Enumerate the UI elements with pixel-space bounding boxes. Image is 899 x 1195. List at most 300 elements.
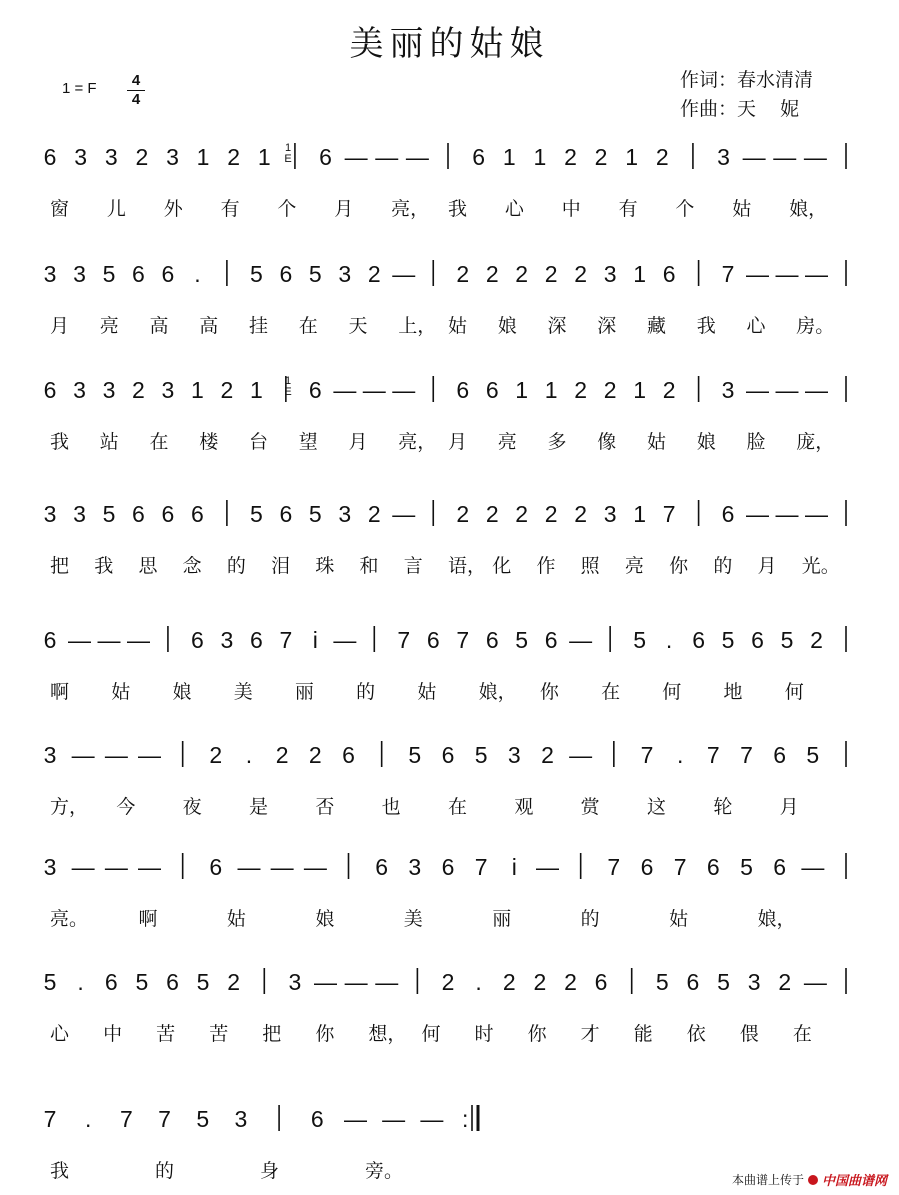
dash-extension: — bbox=[746, 261, 770, 287]
note: . bbox=[475, 969, 482, 995]
lyric-syllable: 月 bbox=[334, 198, 354, 220]
lyric-syllable: 月 bbox=[50, 315, 70, 337]
note: 2 bbox=[515, 501, 529, 527]
note: 6 bbox=[426, 627, 440, 653]
dash-extension: — bbox=[420, 1106, 444, 1132]
note: 3 bbox=[43, 261, 57, 287]
lyric-syllable: 何 bbox=[421, 1023, 441, 1045]
note: 5 bbox=[408, 742, 422, 768]
lyric-syllable: 月 bbox=[448, 431, 468, 453]
note: 3 bbox=[338, 501, 352, 527]
note: 2 bbox=[810, 627, 823, 653]
note: 6 bbox=[191, 501, 204, 527]
lyric-syllable: 丽 bbox=[492, 908, 512, 930]
dash-extension: — bbox=[742, 144, 766, 170]
lyric-syllable: 方， bbox=[50, 796, 89, 818]
lyric-syllable: 亮， bbox=[398, 431, 437, 453]
dash-extension: — bbox=[362, 377, 386, 403]
lyric-syllable: 的 bbox=[226, 555, 246, 577]
dash-extension: — bbox=[805, 501, 829, 527]
lyric-syllable: 的 bbox=[356, 681, 376, 703]
note: 3 bbox=[73, 261, 86, 287]
note: 3 bbox=[717, 144, 730, 170]
lyric-syllable: 天 bbox=[348, 315, 368, 337]
note: 7 bbox=[740, 742, 753, 768]
note: 6 bbox=[640, 854, 654, 880]
lyric-syllable: 窗 bbox=[50, 198, 70, 220]
dash-extension: — bbox=[536, 854, 559, 880]
dash-extension: — bbox=[775, 377, 799, 403]
note: 7 bbox=[673, 854, 687, 880]
note: 7 bbox=[158, 1106, 171, 1132]
dash-extension: — bbox=[803, 144, 827, 170]
lyric-syllable: 高 bbox=[199, 315, 219, 337]
note: 7 bbox=[279, 627, 293, 653]
note: 6 bbox=[342, 742, 355, 768]
lyric-syllable: 月 bbox=[757, 555, 777, 577]
note: 5 bbox=[308, 501, 322, 527]
note: 5 bbox=[780, 627, 794, 653]
dash-extension: — bbox=[67, 627, 91, 653]
lyric-syllable: 化 bbox=[492, 555, 512, 577]
dash-extension: — bbox=[392, 261, 416, 287]
lyric-syllable: 月 bbox=[779, 796, 799, 818]
note: 3 bbox=[408, 854, 422, 880]
note: 5 bbox=[655, 969, 669, 995]
lyric-syllable: 也 bbox=[381, 796, 401, 818]
lyric-syllable: 语， bbox=[448, 555, 487, 577]
note: . bbox=[245, 742, 253, 768]
lyric-syllable: 亮 bbox=[99, 315, 119, 337]
note: 3 bbox=[721, 377, 735, 403]
lyric-syllable: 观 bbox=[514, 796, 534, 818]
note: 6 bbox=[456, 377, 470, 403]
lyric-syllable: 庞， bbox=[796, 431, 835, 453]
note: 6 bbox=[686, 969, 700, 995]
note: 7 bbox=[474, 854, 488, 880]
note: 3 bbox=[603, 261, 617, 287]
note: 2 bbox=[564, 144, 577, 170]
note: 2 bbox=[227, 969, 241, 995]
meter-change-top: 1 bbox=[284, 142, 292, 154]
lyric-syllable: 轮 bbox=[713, 796, 733, 818]
note: 2 bbox=[227, 144, 241, 170]
meter-change-bottom: E bbox=[284, 153, 292, 165]
lyric-syllable: 地 bbox=[723, 681, 743, 703]
lyric-syllable: 美 bbox=[233, 681, 253, 703]
note: 3 bbox=[747, 969, 761, 995]
note: 3 bbox=[43, 742, 57, 768]
note: 2 bbox=[367, 261, 381, 287]
lyric-syllable: 深 bbox=[547, 315, 567, 337]
note: 2 bbox=[456, 261, 470, 287]
lyric-syllable: 姑 bbox=[226, 908, 246, 930]
note: 6 bbox=[751, 627, 764, 653]
dash-extension: — bbox=[270, 854, 294, 880]
note: 6 bbox=[485, 377, 499, 403]
dash-extension: — bbox=[805, 261, 829, 287]
note: 6 bbox=[773, 742, 787, 768]
note: 5 bbox=[249, 501, 263, 527]
dash-extension: — bbox=[746, 501, 770, 527]
lyric-syllable: 你 bbox=[527, 1023, 547, 1045]
lyric-syllable: 我 bbox=[94, 555, 114, 577]
lyric-syllable: 的 bbox=[713, 555, 733, 577]
lyricist-credit: 作词：春水清清 bbox=[680, 69, 814, 91]
note: 6 bbox=[279, 501, 293, 527]
lyric-syllable: 你 bbox=[539, 681, 559, 703]
lyric-syllable: 美 bbox=[403, 908, 423, 930]
note: 2 bbox=[541, 742, 554, 768]
note: 1 bbox=[502, 144, 516, 170]
note: 2 bbox=[441, 969, 455, 995]
note: 2 bbox=[544, 261, 558, 287]
repeat-sign: : bbox=[462, 1106, 469, 1132]
dash-extension: — bbox=[392, 377, 416, 403]
note: 1 bbox=[633, 501, 647, 527]
note: 6 bbox=[485, 627, 499, 653]
lyric-syllable: 作 bbox=[536, 555, 556, 577]
uploaded-to-label: 本曲谱上传于 bbox=[731, 1173, 804, 1187]
lyric-syllable: 今 bbox=[116, 796, 136, 818]
dash-extension: — bbox=[333, 627, 357, 653]
note: 6 bbox=[132, 501, 145, 527]
lyric-syllable: 中 bbox=[561, 198, 581, 220]
dash-extension: — bbox=[405, 144, 429, 170]
lyric-syllable: 心 bbox=[504, 198, 524, 220]
note: 2 bbox=[574, 377, 588, 403]
lyric-syllable: 心 bbox=[50, 1023, 70, 1045]
lyric-syllable: 姑 bbox=[669, 908, 689, 930]
note: 6 bbox=[161, 501, 175, 527]
note: 6 bbox=[319, 144, 332, 170]
lyric-syllable: 能 bbox=[633, 1023, 653, 1045]
note: 6 bbox=[544, 627, 558, 653]
note: 6 bbox=[43, 377, 57, 403]
note: . bbox=[194, 261, 201, 287]
lyric-syllable: 才 bbox=[580, 1023, 600, 1045]
note: 1 bbox=[625, 144, 639, 170]
note: 2 bbox=[515, 261, 529, 287]
dash-extension: — bbox=[71, 854, 95, 880]
lyric-syllable: 多 bbox=[547, 431, 567, 453]
note: 6 bbox=[308, 377, 322, 403]
note: 6 bbox=[209, 854, 223, 880]
lyric-syllable: 啊 bbox=[138, 908, 158, 930]
lyric-syllable: 亮， bbox=[391, 198, 430, 220]
lyric-syllable: 中 bbox=[103, 1023, 123, 1045]
meter-change-bottom: E bbox=[284, 386, 292, 398]
lyric-syllable: 外 bbox=[163, 198, 183, 220]
note: 7 bbox=[640, 742, 654, 768]
note: 5 bbox=[474, 742, 488, 768]
lyric-syllable: 在 bbox=[149, 431, 169, 453]
note: 3 bbox=[73, 377, 86, 403]
lyric-syllable: 月 bbox=[348, 431, 368, 453]
note: 6 bbox=[279, 261, 293, 287]
dash-extension: — bbox=[775, 501, 799, 527]
dash-extension: — bbox=[805, 377, 829, 403]
lyric-syllable: 娘 bbox=[315, 908, 335, 930]
site-name: 中国曲谱网 bbox=[821, 1174, 887, 1189]
lyric-syllable: 藏 bbox=[647, 315, 667, 337]
note: 5 bbox=[515, 627, 529, 653]
note: 1 bbox=[257, 144, 271, 170]
time-signature-bottom: 4 bbox=[131, 91, 141, 108]
note: 6 bbox=[441, 742, 455, 768]
lyric-syllable: 高 bbox=[149, 315, 169, 337]
lyric-syllable: 姑 bbox=[417, 681, 437, 703]
lyric-syllable: 身 bbox=[260, 1160, 280, 1182]
note: 1 bbox=[249, 377, 263, 403]
note: 3 bbox=[104, 144, 118, 170]
note: 2 bbox=[564, 969, 577, 995]
lyric-syllable: 在 bbox=[792, 1023, 812, 1045]
note: 3 bbox=[161, 377, 175, 403]
lyric-syllable: 珠 bbox=[315, 555, 335, 577]
note: 6 bbox=[662, 261, 676, 287]
note: . bbox=[676, 742, 684, 768]
dash-extension: — bbox=[569, 627, 593, 653]
note: 3 bbox=[234, 1106, 248, 1132]
lyric-syllable: 是 bbox=[249, 796, 269, 818]
lyric-syllable: 夜 bbox=[182, 796, 202, 818]
note: 6 bbox=[594, 969, 608, 995]
lyric-syllable: 你 bbox=[315, 1023, 335, 1045]
lyric-syllable: 想， bbox=[368, 1023, 407, 1045]
note: 5 bbox=[721, 627, 735, 653]
lyric-syllable: 楼 bbox=[199, 431, 219, 453]
dash-extension: — bbox=[237, 854, 261, 880]
lyric-syllable: 光。 bbox=[801, 555, 840, 577]
dash-extension: — bbox=[138, 742, 161, 768]
lyric-syllable: 像 bbox=[597, 431, 617, 453]
lyric-syllable: 何 bbox=[662, 681, 682, 703]
lyric-syllable: 言 bbox=[403, 555, 423, 577]
note: 5 bbox=[102, 261, 116, 287]
lyric-syllable: 你 bbox=[669, 555, 689, 577]
note: i bbox=[312, 627, 318, 653]
lyric-syllable: 娘 bbox=[497, 315, 517, 337]
lyric-syllable: 泪 bbox=[271, 555, 291, 577]
dash-extension: — bbox=[746, 377, 770, 403]
lyric-syllable: 我 bbox=[50, 431, 70, 453]
note: 2 bbox=[603, 377, 617, 403]
note: . bbox=[84, 1106, 92, 1132]
note: 7 bbox=[662, 501, 676, 527]
note: . bbox=[77, 969, 84, 995]
dash-extension: — bbox=[314, 969, 338, 995]
lyric-syllable: 我 bbox=[50, 1160, 70, 1182]
dash-extension: — bbox=[375, 144, 399, 170]
note: 2 bbox=[655, 144, 669, 170]
dash-extension: — bbox=[104, 742, 128, 768]
note: 3 bbox=[220, 627, 234, 653]
dash-extension: — bbox=[569, 742, 593, 768]
lyric-syllable: 时 bbox=[474, 1023, 494, 1045]
lyric-syllable: 苦 bbox=[156, 1023, 176, 1045]
lyric-syllable: 这 bbox=[647, 796, 667, 818]
note: 1 bbox=[544, 377, 558, 403]
lyric-syllable: 房。 bbox=[796, 315, 835, 337]
lyric-syllable: 望 bbox=[298, 431, 318, 453]
dash-extension: — bbox=[303, 854, 327, 880]
dash-extension: — bbox=[801, 854, 825, 880]
lyric-syllable: 上， bbox=[398, 315, 437, 337]
lyric-syllable: 我 bbox=[696, 315, 716, 337]
note: 3 bbox=[43, 501, 57, 527]
footer bbox=[732, 1170, 887, 1189]
note: 7 bbox=[397, 627, 411, 653]
note: 2 bbox=[275, 742, 289, 768]
dash-extension: — bbox=[104, 854, 128, 880]
note: 3 bbox=[166, 144, 179, 170]
lyric-syllable: 在 bbox=[601, 681, 621, 703]
lyric-syllable: 旁。 bbox=[365, 1160, 404, 1182]
note: 3 bbox=[507, 742, 521, 768]
note: 1 bbox=[191, 377, 204, 403]
lyric-syllable: 台 bbox=[249, 431, 269, 453]
note: 2 bbox=[220, 377, 234, 403]
lyric-syllable: 在 bbox=[298, 315, 318, 337]
note: 1 bbox=[633, 261, 647, 287]
note: 2 bbox=[308, 742, 322, 768]
note: 5 bbox=[196, 1106, 210, 1132]
dash-extension: — bbox=[773, 144, 797, 170]
dash-extension: — bbox=[392, 501, 416, 527]
note: 5 bbox=[308, 261, 322, 287]
note: 3 bbox=[73, 501, 86, 527]
note: 2 bbox=[533, 969, 547, 995]
note: 6 bbox=[249, 627, 263, 653]
note: 6 bbox=[773, 854, 787, 880]
note: 3 bbox=[338, 261, 352, 287]
note: 1 bbox=[515, 377, 529, 403]
dash-extension: — bbox=[775, 261, 799, 287]
lyric-syllable: 把 bbox=[50, 555, 70, 577]
note: 6 bbox=[43, 627, 57, 653]
lyric-syllable: 有 bbox=[220, 198, 240, 220]
composer-credit: 作曲：天 妮 bbox=[680, 98, 800, 120]
note: 7 bbox=[43, 1106, 57, 1132]
lyric-syllable: 娘， bbox=[757, 908, 796, 930]
lyric-syllable: 娘 bbox=[696, 431, 716, 453]
note: 2 bbox=[209, 742, 223, 768]
song-title: 美丽的姑娘 bbox=[349, 24, 550, 64]
note: 2 bbox=[778, 969, 792, 995]
lyric-syllable: 偎 bbox=[739, 1023, 759, 1045]
lyric-syllable: 的 bbox=[155, 1160, 175, 1182]
dash-extension: — bbox=[126, 627, 150, 653]
note: 5 bbox=[717, 969, 730, 995]
note: 7 bbox=[607, 854, 621, 880]
lyric-syllable: 姑 bbox=[111, 681, 131, 703]
note: 2 bbox=[456, 501, 470, 527]
lyric-syllable: 深 bbox=[597, 315, 617, 337]
lyric-syllable: 和 bbox=[359, 555, 379, 577]
lyric-syllable: 赏 bbox=[580, 796, 600, 818]
note: 6 bbox=[43, 144, 57, 170]
note: 6 bbox=[706, 854, 720, 880]
note: 6 bbox=[721, 501, 735, 527]
note: 3 bbox=[288, 969, 302, 995]
note: 2 bbox=[485, 501, 499, 527]
note: 6 bbox=[161, 261, 175, 287]
note: 7 bbox=[721, 261, 735, 287]
lyric-syllable: 个 bbox=[277, 198, 297, 220]
note: 6 bbox=[375, 854, 389, 880]
lyric-syllable: 有 bbox=[618, 198, 638, 220]
note: 1 bbox=[196, 144, 210, 170]
dash-extension: — bbox=[375, 969, 399, 995]
lyric-syllable: 何 bbox=[784, 681, 804, 703]
lyric-syllable: 念 bbox=[182, 555, 202, 577]
note: 5 bbox=[633, 627, 647, 653]
note: 2 bbox=[574, 501, 588, 527]
note: 5 bbox=[102, 501, 116, 527]
note: 6 bbox=[692, 627, 705, 653]
lyric-syllable: 把 bbox=[262, 1023, 282, 1045]
lyric-syllable: 我 bbox=[448, 198, 468, 220]
lyric-syllable: 儿 bbox=[106, 198, 126, 220]
dash-extension: — bbox=[344, 969, 368, 995]
lyric-syllable: 啊 bbox=[50, 681, 70, 703]
time-signature-top: 4 bbox=[131, 72, 141, 89]
note: 7 bbox=[456, 627, 470, 653]
note: 2 bbox=[135, 144, 149, 170]
note: 2 bbox=[662, 377, 676, 403]
note: 2 bbox=[594, 144, 608, 170]
lyric-syllable: 苦 bbox=[209, 1023, 229, 1045]
note: 2 bbox=[502, 969, 516, 995]
lyric-syllable: 否 bbox=[315, 796, 335, 818]
lyric-syllable: 亮 bbox=[624, 555, 644, 577]
lyric-syllable: 的 bbox=[580, 908, 600, 930]
key-signature: 1 = F bbox=[62, 80, 97, 97]
note: 1 bbox=[633, 377, 647, 403]
lyric-syllable: 姑 bbox=[732, 198, 752, 220]
note: 2 bbox=[132, 377, 145, 403]
lyric-syllable: 姑 bbox=[448, 315, 468, 337]
note: i bbox=[511, 854, 517, 880]
lyric-syllable: 娘 bbox=[172, 681, 192, 703]
note: 6 bbox=[132, 261, 145, 287]
lyric-syllable: 挂 bbox=[249, 315, 269, 337]
note: 2 bbox=[367, 501, 381, 527]
note: . bbox=[665, 627, 673, 653]
dash-extension: — bbox=[138, 854, 161, 880]
note: 7 bbox=[706, 742, 720, 768]
note: 7 bbox=[119, 1106, 133, 1132]
lyric-syllable: 娘， bbox=[478, 681, 517, 703]
note: 6 bbox=[441, 854, 455, 880]
site-logo-icon bbox=[808, 1175, 818, 1185]
note: 5 bbox=[740, 854, 753, 880]
lyric-syllable: 照 bbox=[580, 555, 600, 577]
dash-extension: — bbox=[333, 377, 357, 403]
dash-extension: — bbox=[803, 969, 827, 995]
note: 5 bbox=[135, 969, 149, 995]
note: 6 bbox=[472, 144, 486, 170]
lyric-syllable: 依 bbox=[686, 1023, 706, 1045]
note: 5 bbox=[43, 969, 57, 995]
note: 3 bbox=[102, 377, 116, 403]
lyric-syllable: 个 bbox=[675, 198, 695, 220]
note: 3 bbox=[603, 501, 617, 527]
note: 6 bbox=[104, 969, 118, 995]
note: 3 bbox=[43, 854, 57, 880]
lyric-syllable: 在 bbox=[448, 796, 468, 818]
